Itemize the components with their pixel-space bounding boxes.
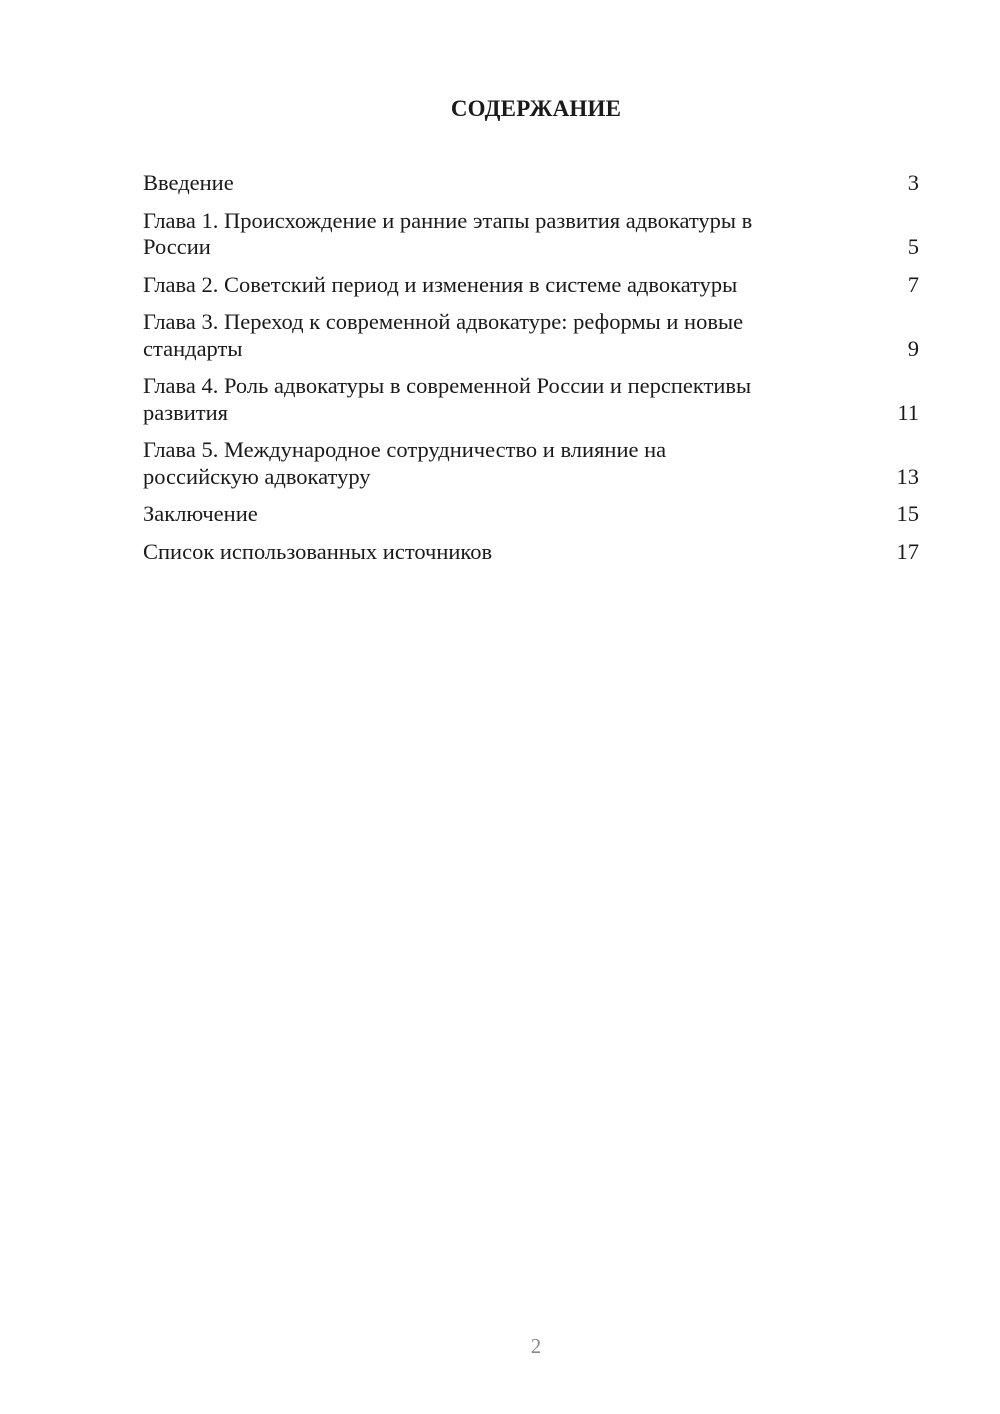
toc-entry-conclusion bbox=[143, 501, 919, 528]
toc-entry-chapter-4 bbox=[143, 373, 919, 426]
toc-entry-page: 15 bbox=[896, 501, 919, 526]
toc-entry-label: Глава 1. Происхождение и ранние этапы развития адвокатуры в России bbox=[143, 207, 753, 259]
page-number: 2 bbox=[530, 1334, 542, 1358]
toc-entry-page: 13 bbox=[896, 463, 919, 489]
toc-entry-label: Заключение bbox=[143, 501, 258, 526]
toc-entry-chapter-2 bbox=[143, 272, 919, 299]
toc-entry-label: Введение bbox=[143, 170, 234, 195]
toc-entry-label: Глава 2. Советский период и изменения в системе адвокатуры bbox=[143, 271, 738, 297]
toc-entry-page: 11 bbox=[897, 399, 919, 425]
toc-entry-page: 17 bbox=[896, 538, 919, 564]
toc-entry-page: 7 bbox=[907, 271, 919, 297]
toc-entry-page: 9 bbox=[907, 335, 919, 361]
toc-entry-label: Глава 4. Роль адвокатуры в современной России и перспективы развития bbox=[143, 373, 752, 425]
toc-entry-label: Список использованных источников bbox=[143, 538, 493, 564]
toc-entry-chapter-3 bbox=[143, 309, 919, 362]
toc-entry-page: 5 bbox=[907, 234, 919, 259]
toc-entry-label: Глава 3. Переход к современной адвокатуре: реформы и новые стандарты bbox=[143, 309, 744, 361]
toc-entry-page: 3 bbox=[907, 170, 919, 195]
toc-entry-chapter-5 bbox=[143, 437, 919, 490]
toc-entry-introduction bbox=[143, 170, 919, 197]
table-of-contents bbox=[143, 170, 919, 576]
toc-entry-chapter-1 bbox=[143, 208, 919, 261]
toc-title: СОДЕРЖАНИЕ bbox=[450, 96, 622, 121]
toc-entry-label: Глава 5. Международное сотрудничество и влияние на российскую адвокатуру bbox=[143, 437, 667, 489]
toc-entry-references bbox=[143, 539, 919, 566]
